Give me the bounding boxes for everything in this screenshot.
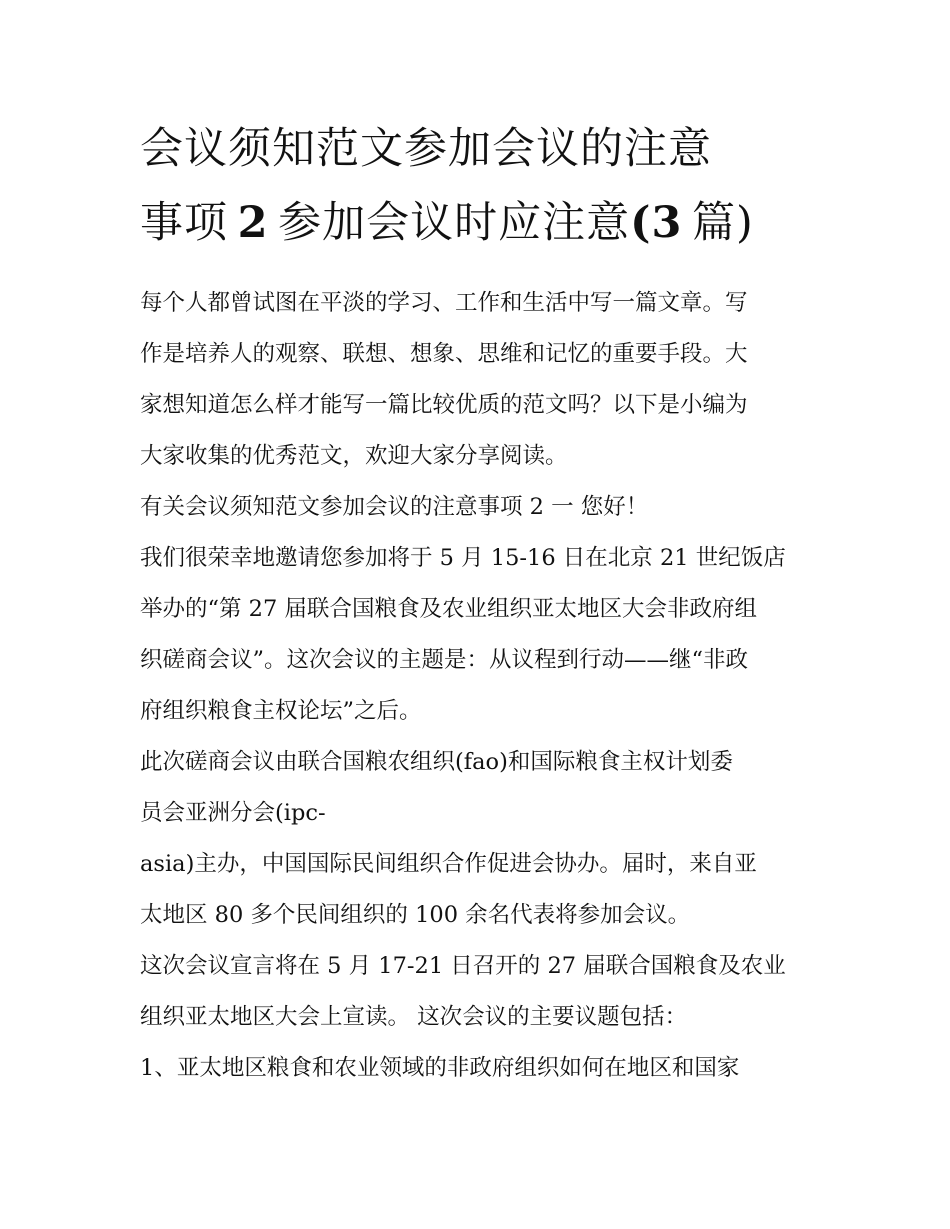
body-line-7: 举办的“第 27 届联合国粮食及农业组织亚太地区大会非政府组 (140, 596, 757, 622)
body-line-3: 家想知道怎么样才能写一篇比较优质的范文吗？以下是小编为 (140, 392, 748, 418)
body-line-2: 作是培养人的观察、联想、想象、思维和记忆的重要手段。大 (140, 341, 748, 367)
title-part-c: 篇) (691, 198, 754, 248)
title-line-1: 会议须知范文参加会议的注意 (140, 124, 712, 174)
title-part-number: 2 (237, 198, 269, 248)
body-line-11: 员会亚洲分会(ipc- (140, 800, 326, 826)
body-line-1: 每个人都曾试图在平淡的学习、工作和生活中写一篇文章。写 (140, 290, 748, 316)
title-part-a: 事项 (140, 198, 228, 248)
body-line-10: 此次磋商会议由联合国粮农组织(fao)和国际粮食主权计划委 (140, 749, 733, 775)
body-line-16: 1、亚太地区粮食和农业领域的非政府组织如何在地区和国家 (140, 1055, 740, 1081)
body-line-6: 我们很荣幸地邀请您参加将于 5 月 15-16 日在北京 21 世纪饭店 (140, 545, 786, 571)
body-line-13: 太地区 80 多个民间组织的 100 余名代表将参加会议。 (140, 902, 691, 928)
body-line-12: asia)主办，中国国际民间组织合作促进会协办。届时，来自亚 (140, 851, 757, 877)
body-line-14: 这次会议宣言将在 5 月 17-21 日召开的 27 届联合国粮食及农业 (140, 953, 786, 979)
body-line-8: 织磋商会议”。这次会议的主题是：从议程到行动——继“非政 (140, 647, 749, 673)
title-line-2 (140, 186, 820, 260)
title-part-b: 参加会议时应注意 (278, 198, 631, 248)
body-line-4: 大家收集的优秀范文，欢迎大家分享阅读。 (140, 443, 568, 469)
title-part-count: (3 (630, 198, 683, 248)
body-line-5: 有关会议须知范文参加会议的注意事项 2 一 您好！ (140, 494, 649, 520)
document-title (140, 112, 820, 260)
body-line-15: 组织亚太地区大会上宣读。 这次会议的主要议题包括： (140, 1004, 688, 1030)
body-line-9: 府组织粮食主权论坛”之后。 (140, 698, 422, 724)
document-body (140, 278, 820, 1094)
